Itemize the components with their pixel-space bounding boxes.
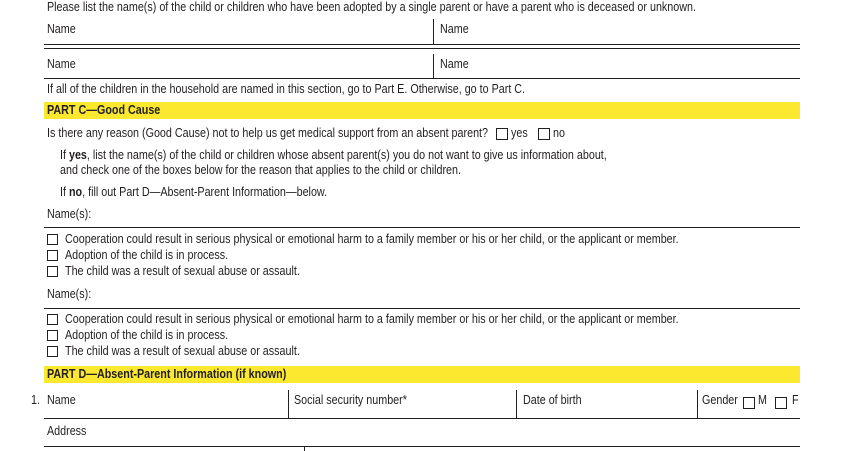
part-c-header bbox=[44, 102, 800, 119]
names-label-2: Name(s): bbox=[47, 287, 92, 301]
reason-adoption-label-2: Adoption of the child is in process. bbox=[65, 328, 229, 342]
good-cause-question: Is there any reason (Good Cause) not to help us get medical support from an absent parent? bbox=[47, 126, 489, 140]
dob-label: Date of birth bbox=[523, 393, 582, 407]
if-yes-instructions: If yes, list the name(s) of the child or children whose absent parent(s) you do not want to give us information about, bbox=[60, 148, 607, 162]
all-named-note: If all of the children in the household are named in this section, go to Part E. Otherwise, go to Part C. bbox=[47, 82, 526, 96]
no-label: no bbox=[553, 126, 565, 140]
names-field-2[interactable] bbox=[44, 308, 800, 309]
reason-abuse-checkbox-1[interactable] bbox=[47, 266, 58, 277]
reason-harm-checkbox-2[interactable] bbox=[47, 314, 58, 325]
absent-parent-row-line[interactable] bbox=[44, 418, 800, 419]
name-label-1: Name bbox=[47, 22, 76, 36]
name-field-row-2[interactable] bbox=[44, 78, 800, 79]
names-field-1[interactable] bbox=[44, 227, 800, 228]
name-field-row-1[interactable] bbox=[44, 44, 800, 45]
reason-abuse-label-1: The child was a result of sexual abuse or assault. bbox=[65, 264, 300, 278]
reason-adoption-checkbox-2[interactable] bbox=[47, 330, 58, 341]
col-divider-2 bbox=[516, 390, 517, 419]
part-d-heading: PART D—Absent-Parent Information (if known) bbox=[47, 367, 287, 381]
reason-abuse-checkbox-2[interactable] bbox=[47, 346, 58, 357]
col-divider-1 bbox=[288, 390, 289, 419]
name-divider-2 bbox=[433, 54, 434, 79]
name-divider-1 bbox=[433, 19, 434, 45]
row-number: 1. bbox=[31, 393, 40, 407]
yes-label: yes bbox=[511, 126, 528, 140]
address-label: Address bbox=[47, 424, 87, 438]
gender-female-checkbox[interactable] bbox=[775, 397, 787, 409]
absent-parent-name-label: Name bbox=[47, 393, 76, 407]
yes-checkbox[interactable] bbox=[496, 128, 508, 140]
address-field-line[interactable] bbox=[44, 446, 800, 447]
part-c-heading: PART C—Good Cause bbox=[47, 103, 161, 117]
intro-text: Please list the name(s) of the child or children who have been adopted by a single parent or have a parent who is deceased or unknown. bbox=[47, 0, 696, 14]
reason-harm-label-2: Cooperation could result in serious physical or emotional harm to a family member or his or her child, or the applicant or member. bbox=[65, 312, 679, 326]
col-divider-3 bbox=[697, 390, 698, 419]
reason-adoption-checkbox-1[interactable] bbox=[47, 250, 58, 261]
if-yes-instructions-line2: and check one of the boxes below for the reason that applies to the child or children. bbox=[60, 163, 462, 177]
reason-harm-label-1: Cooperation could result in serious physical or emotional harm to a family member or his or her child, or the applicant or member. bbox=[65, 232, 679, 246]
part-d-header bbox=[44, 366, 800, 383]
name-label-3: Name bbox=[47, 57, 76, 71]
name-field-row-1b bbox=[44, 48, 800, 49]
ssn-label: Social security number* bbox=[294, 393, 407, 407]
reason-harm-checkbox-1[interactable] bbox=[47, 234, 58, 245]
name-label-2: Name bbox=[440, 22, 469, 36]
gender-male-checkbox[interactable] bbox=[743, 397, 755, 409]
names-label-1: Name(s): bbox=[47, 207, 92, 221]
if-no-instructions: If no, fill out Part D—Absent-Parent Information—below. bbox=[60, 185, 328, 199]
reason-abuse-label-2: The child was a result of sexual abuse or assault. bbox=[65, 344, 300, 358]
gender-label: Gender bbox=[702, 393, 738, 407]
reason-adoption-label-1: Adoption of the child is in process. bbox=[65, 248, 229, 262]
gender-female-label: F bbox=[792, 393, 799, 407]
name-label-4: Name bbox=[440, 57, 469, 71]
gender-male-label: M bbox=[758, 393, 767, 407]
no-checkbox[interactable] bbox=[538, 128, 550, 140]
address-divider bbox=[304, 447, 305, 451]
